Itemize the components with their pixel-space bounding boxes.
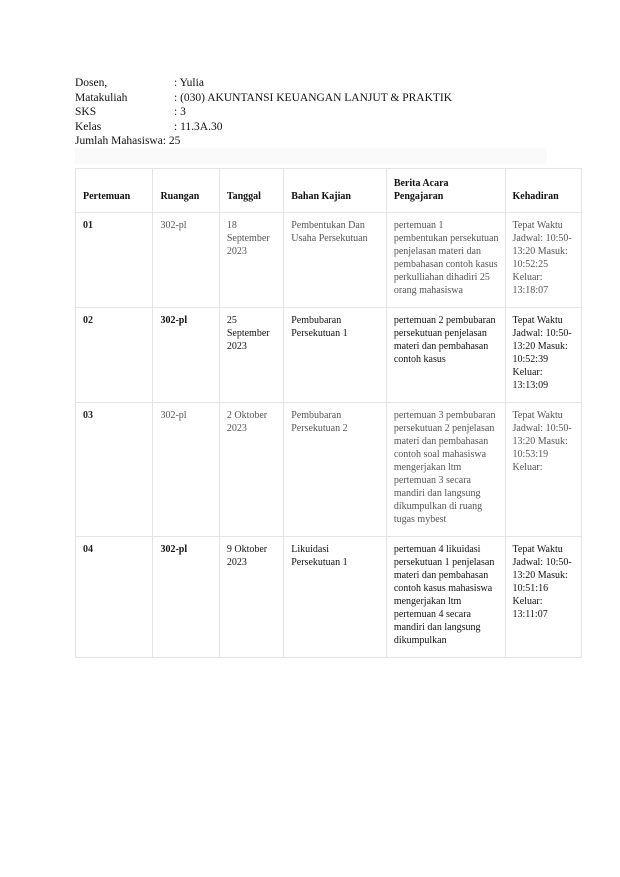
cell-bahan-kajian: Pembubaran Persekutuan 1 [284, 308, 387, 403]
cell-berita-acara: pertemuan 4 likuidasi persekutuan 1 penjelasan materi dan pembahasan contoh kasus mahasiswa mengerjakan ltm pertemuan 4 secara mandiri dan langsung dikumpulkan [386, 537, 505, 658]
cell-tanggal: 18 September 2023 [219, 213, 283, 308]
cell-pertemuan: 01 [76, 213, 153, 308]
col-header-bahan-kajian: Bahan Kajian [284, 169, 387, 213]
sks-row [75, 105, 452, 120]
kelas-value: : 11.3A.30 [174, 120, 223, 133]
jumlah-row [75, 134, 452, 149]
cell-kehadiran: Tepat Waktu Jadwal: 10:50-13:20 Masuk: 10:51:16 Keluar: 13:11:07 [505, 537, 581, 658]
kelas-label: Kelas [75, 120, 102, 133]
cell-kehadiran: Tepat Waktu Jadwal: 10:50-13:20 Masuk: 10:52:25 Keluar: 13:18:07 [505, 213, 581, 308]
cell-ruangan: 302-pl [153, 537, 219, 658]
cell-berita-acara: pertemuan 2 pembubaran persekutuan penjelasan materi dan pembahasan contoh kasus [386, 308, 505, 403]
col-header-kehadiran: Kehadiran [505, 169, 581, 213]
dosen-value: : Yulia [174, 77, 204, 89]
sks-label: SKS [75, 106, 97, 118]
sks-value: : 3 [174, 106, 186, 118]
cell-bahan-kajian: Pembentukan Dan Usaha Persekutuan [284, 213, 387, 308]
table-row [76, 308, 582, 403]
jumlah-value: : 25 [162, 135, 181, 147]
course-header [75, 76, 452, 149]
matakuliah-value: : (030) AKUNTANSI KEUANGAN LANJUT & PRAKTIK [174, 91, 453, 104]
col-header-berita-acara: Berita Acara Pengajaran [386, 169, 505, 213]
cell-ruangan: 302-pl [153, 403, 219, 537]
kelas-row [75, 120, 452, 135]
matakuliah-label: Matakuliah [75, 91, 128, 104]
cell-ruangan: 302-pl [153, 213, 219, 308]
cell-ruangan: 302-pl [153, 308, 219, 403]
matakuliah-row [75, 91, 452, 106]
cell-kehadiran: Tepat Waktu Jadwal: 10:50-13:20 Masuk: 10:52:39 Keluar: 13:13:09 [505, 308, 581, 403]
jumlah-label: Jumlah Mahasiswa [75, 135, 163, 147]
dosen-label: Dosen, [75, 77, 108, 89]
cell-bahan-kajian: Pembubaran Persekutuan 2 [284, 403, 387, 537]
cell-pertemuan: 02 [76, 308, 153, 403]
cell-berita-acara: pertemuan 3 pembubaran persekutuan 2 penjelasan materi dan pembahasan contoh soal mahasiswa mengerjakan ltm pertemuan 3 secara mandiri dan langsung dikumpulkan di ruang tugas mybest [386, 403, 505, 537]
table-row [76, 537, 582, 658]
cell-kehadiran: Tepat Waktu Jadwal: 10:50-13:20 Masuk: 10:53:19 Keluar: [505, 403, 581, 537]
cell-tanggal: 25 September 2023 [219, 308, 283, 403]
col-header-tanggal: Tanggal [219, 169, 283, 213]
cell-tanggal: 2 Oktober 2023 [219, 403, 283, 537]
col-header-pertemuan: Pertemuan [76, 169, 153, 213]
cell-tanggal: 9 Oktober 2023 [219, 537, 283, 658]
cell-pertemuan: 04 [76, 537, 153, 658]
cell-berita-acara: pertemuan 1 pembentukan persekutuan penjelasan materi dan pembahasan contoh kasus perkulliahan dihadiri 25 orang mahasiswa [386, 213, 505, 308]
header-divider-band [75, 148, 547, 164]
attendance-table [75, 168, 582, 658]
col-header-ruangan: Ruangan [153, 169, 219, 213]
dosen-row [75, 76, 452, 91]
table-header-row [76, 169, 582, 213]
cell-bahan-kajian: Likuidasi Persekutuan 1 [284, 537, 387, 658]
cell-pertemuan: 03 [76, 403, 153, 537]
table-row [76, 213, 582, 308]
table-row [76, 403, 582, 537]
